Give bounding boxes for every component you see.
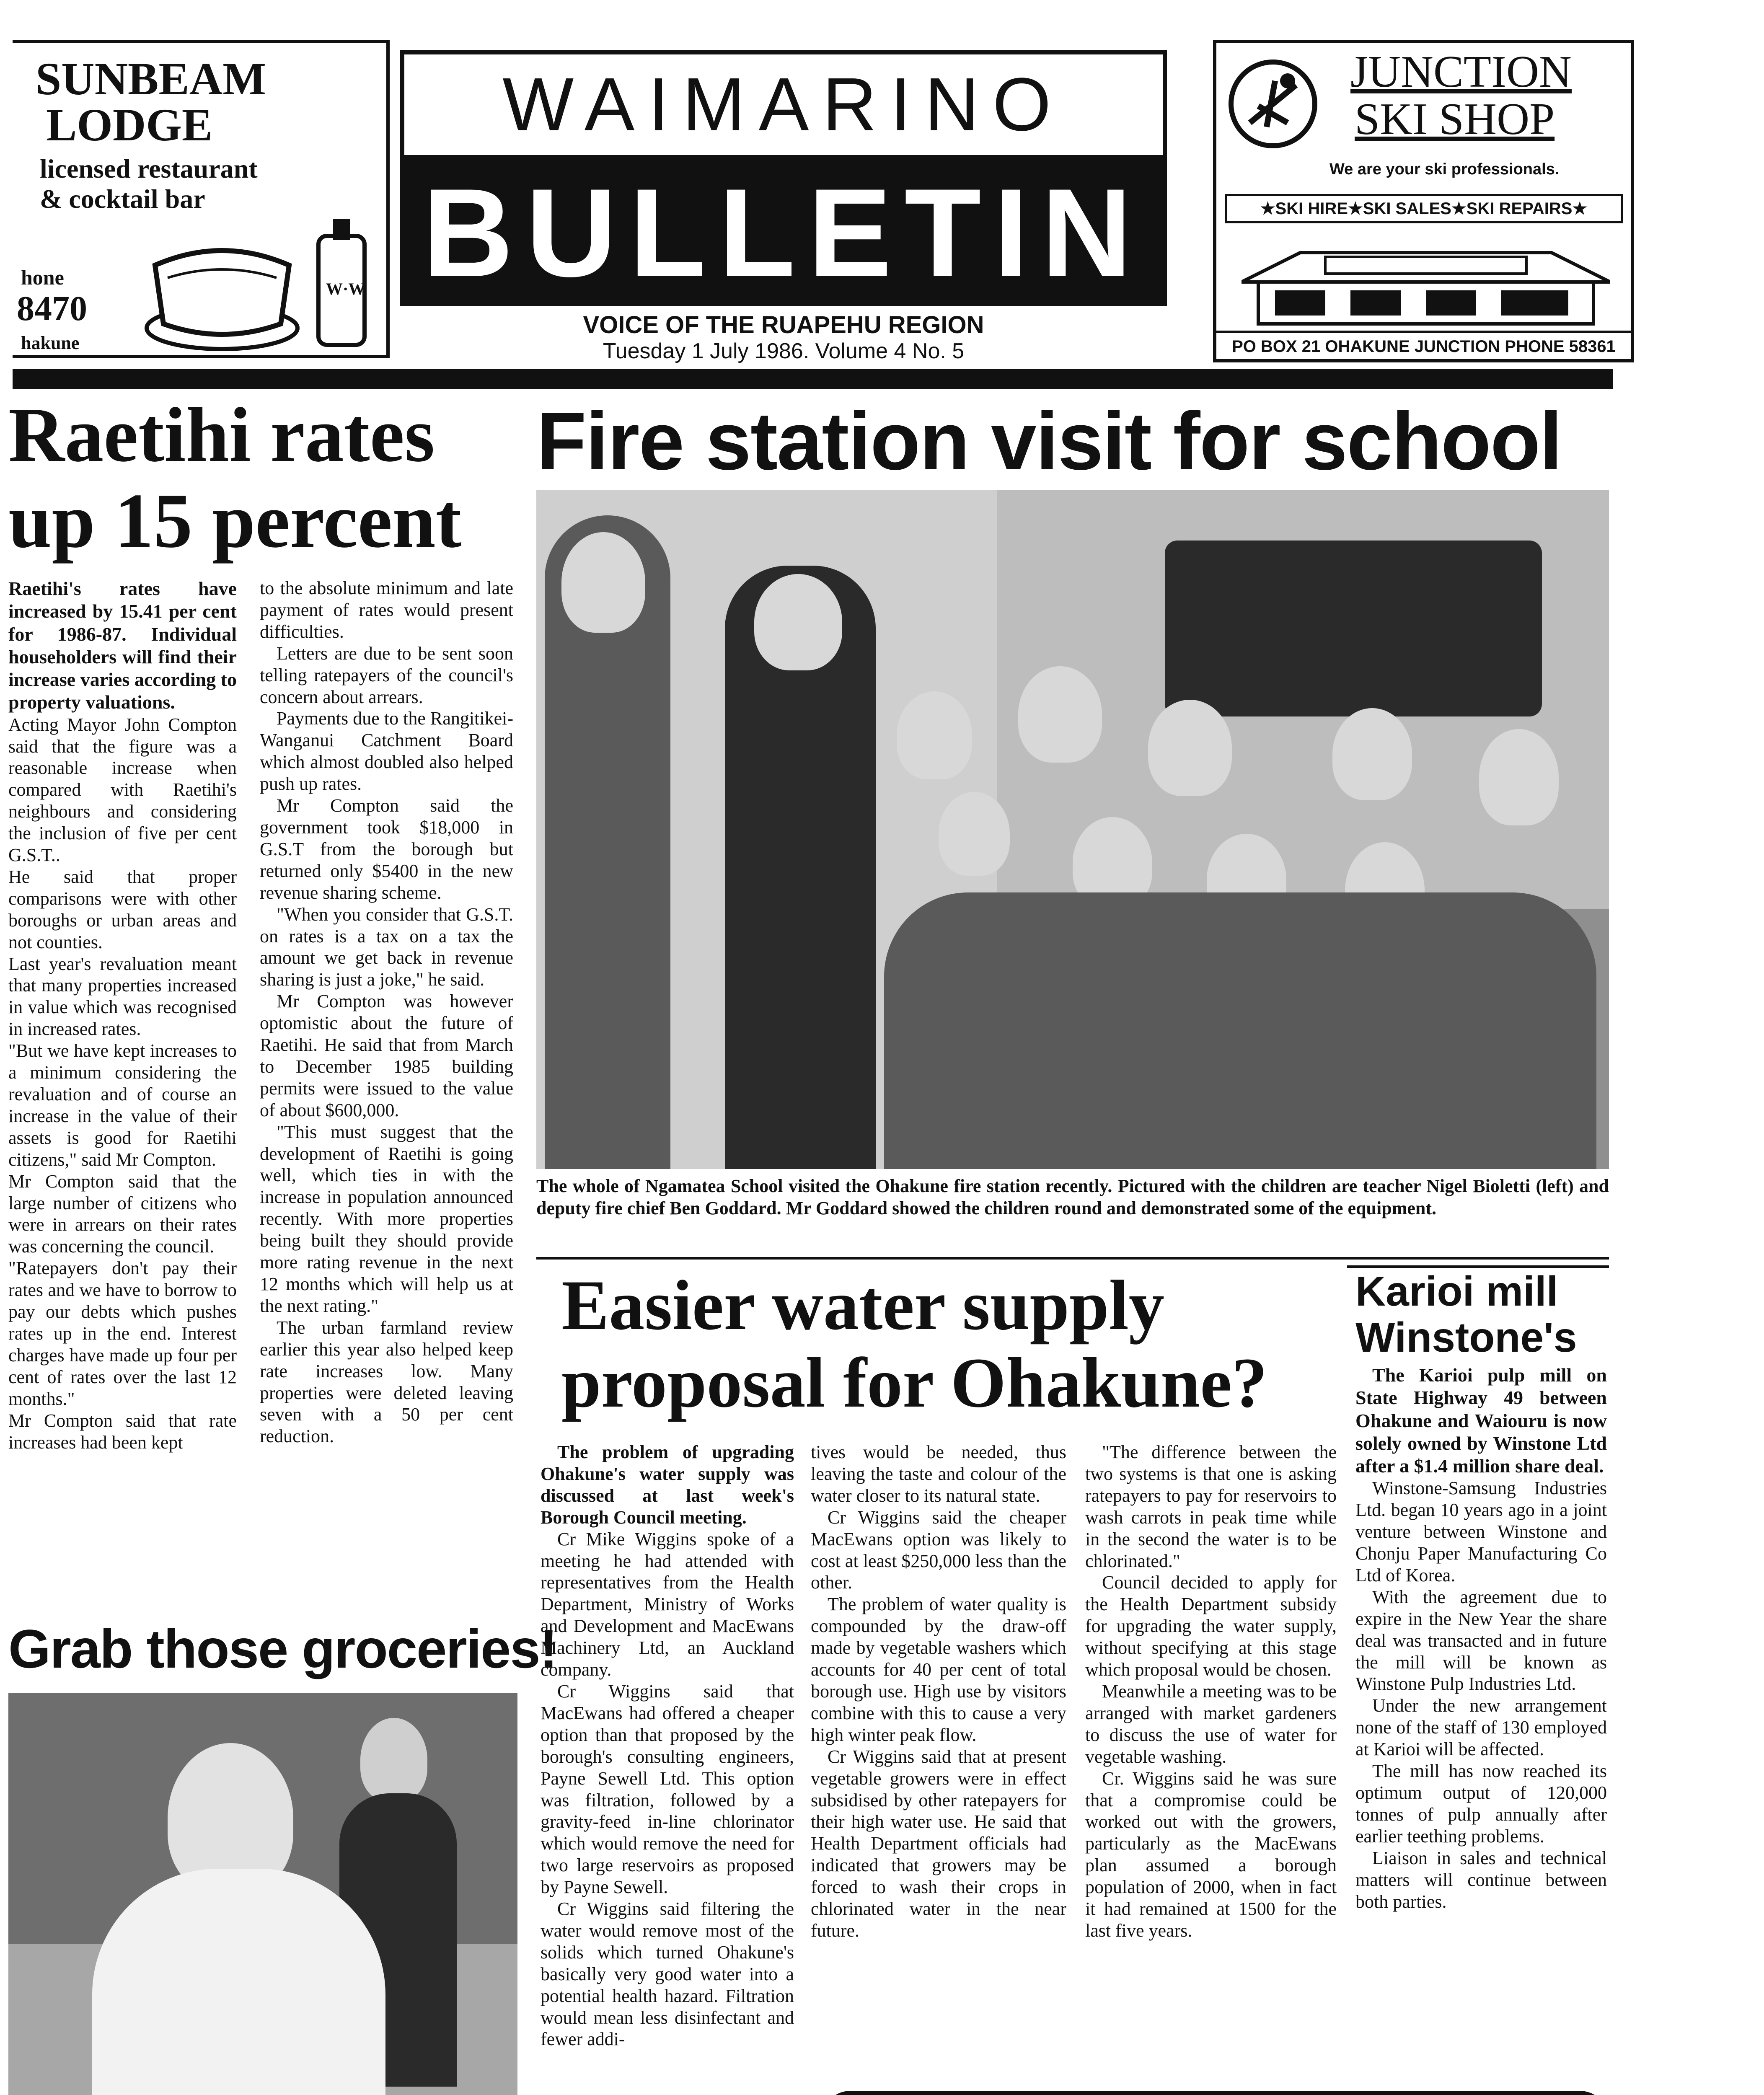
- water-paragraph: "The difference between the two systems is that one is asking ratepayers to pay for reservoirs to wash carrots in peak time while in the second the water is to be chlorinated.": [1085, 1442, 1337, 1571]
- karioi-paragraph: Liaison in sales and technical matters will continue between both parties.: [1355, 1847, 1607, 1912]
- rates-lead-paragraph: Raetihi's rates have increased by 15.41 per cent for 1986-87. Individual householders will find their increase varies according to property valuations.: [8, 578, 237, 713]
- issue-date: Tuesday 1 July 1986. Volume 4 No. 5: [603, 339, 965, 363]
- junction-name-line1: JUNCTION: [1350, 47, 1572, 97]
- manager-face: [360, 1718, 427, 1802]
- sunbeam-phone-number: 8470: [17, 289, 87, 328]
- annette-body: [92, 1869, 385, 2095]
- sunbeam-tagline-1: licensed restaurant: [40, 154, 258, 184]
- karioi-column: [1355, 1364, 1607, 2087]
- water-column-1: [541, 1441, 794, 2095]
- karioi-paragraph: Under the new arrangement none of the staff of 130 employed at Karioi will be affected.: [1355, 1695, 1607, 1760]
- rates-paragraph: The urban farmland review earlier this year also helped keep rate increases low. Many properties were deleted leaving seven with a 50 per cent reduction.: [260, 1317, 513, 1447]
- rates-headline-line2: up 15 percent: [8, 478, 462, 564]
- groceries-headline: Grab those groceries!: [8, 1618, 557, 1679]
- rates-paragraph: "But we have kept increases to a minimum considering the revaluation and of course an increase in the value of their assets is good for Raetihi citizens," said Mr Compton.: [8, 1040, 237, 1170]
- child-face: [897, 691, 972, 779]
- sunbeam-tagline-2: & cocktail bar: [40, 184, 205, 214]
- sunbeam-phone-label: hone: [21, 266, 64, 289]
- children-group-bodies: [884, 892, 1596, 1169]
- karioi-lead-paragraph: The Karioi pulp mill on State Highway 49 between Ohakune and Waiouru is now solely owned by Winstone Ltd after a $1.4 million share deal.: [1355, 1364, 1607, 1477]
- child-face: [1479, 729, 1559, 825]
- svg-text:W·W: W·W: [326, 279, 365, 298]
- child-face: [1332, 708, 1412, 800]
- water-paragraph: Meanwhile a meeting was to be arranged with market gardeners to discuss the use of water for vegetable washing.: [1085, 1681, 1337, 1767]
- fire-caption-rule: [536, 1257, 1609, 1260]
- water-paragraph: Cr Wiggins said that at present vegetable growers were in effect subsidised by other ratepayers for their high water use. He said that Health Department officials had indicated that growers may be forced to wash their crops in chlorinated water in the near future.: [811, 1746, 1066, 1941]
- skier-logo-icon: [1225, 56, 1321, 152]
- ski-shop-building-icon: [1242, 232, 1610, 328]
- karioi-paragraph: With the agreement due to expire in the New Year the share deal was transacted and in future the mill will be known as Winstone Pulp Industries Ltd.: [1355, 1586, 1607, 1694]
- rates-paragraph: Acting Mayor John Compton said that the figure was a reasonable increase when compared with Raetihi's neighbours and considering the inclusion of five per cent G.S.T..: [8, 714, 237, 866]
- child-face: [939, 792, 1010, 876]
- sunbeam-town: hakune: [21, 333, 80, 353]
- water-headline-line1: Easier water supply: [561, 1266, 1164, 1345]
- rates-paragraph: "Ratepayers don't pay their rates and we have to borrow to pay our debts which pushes rates up in the end. Interest charges have made up four per cent of rates over the last 12 months.": [8, 1258, 237, 1409]
- junction-ski-shop-ad: [1213, 40, 1634, 362]
- rates-paragraph: Last year's revaluation meant that many properties increased in value which was recognised in increased rates.: [8, 953, 237, 1040]
- water-paragraph: tives would be needed, thus leaving the taste and colour of the water closer to its natural state.: [811, 1442, 1066, 1506]
- water-headline-line2: proposal for Ohakune?: [561, 1343, 1267, 1422]
- junction-slogan: We are your ski professionals.: [1329, 160, 1560, 178]
- karioi-headline-line1: Karioi mill: [1355, 1268, 1558, 1315]
- rates-column-1: [8, 577, 237, 1600]
- rates-paragraph: Mr Compton said the government took $18,000 in G.S.T from the borough but returned only $5400 in the new revenue sharing scheme.: [260, 795, 513, 903]
- rates-paragraph: Letters are due to be sent soon telling ratepayers of the council's concern about arrears.: [260, 643, 513, 707]
- teacher-face: [561, 532, 645, 633]
- rates-paragraph: He said that proper comparisons were with other boroughs or urban areas and not counties.: [8, 866, 237, 952]
- water-paragraph: The problem of water quality is compounded by the draw-off made by vegetable washers which accounts for 40 per cent of total borough use. High use by visitors combine with this to cause a very high winter peak flow.: [811, 1594, 1066, 1745]
- water-paragraph: Cr Wiggins said filtering the water would remove most of the solids which turned Ohakune's basically very good water into a potential health hazard. Filtration would mean less disinfectant and fewer addi-: [541, 1898, 794, 2050]
- fire-headline: Fire station visit for school: [536, 395, 1562, 487]
- rates-headline-line1: Raetihi rates: [8, 392, 435, 478]
- child-face: [1148, 700, 1232, 796]
- water-paragraph: Cr Wiggins said the cheaper MacEwans option was likely to cost at least $250,000 less than the other.: [811, 1507, 1066, 1593]
- truck-window: [1165, 541, 1542, 716]
- rates-paragraph: Mr Compton said that the large number of citizens who were in arrears on their rates was concerning the council.: [8, 1171, 237, 1257]
- rates-paragraph: "When you consider that G.S.T. on rates is a tax on a tax the amount we get back in revenue sharing is just a joke," he said.: [260, 904, 513, 990]
- pot-and-bottle-icon: [138, 219, 381, 353]
- rates-paragraph: Mr Compton was however optomistic about the future of Raetihi. He said that from March to December 1985 building permits were issued to the value of about $600,000.: [260, 991, 513, 1120]
- masthead-title-main: BULLETIN: [422, 162, 1145, 303]
- rates-paragraph: Mr Compton said that rate increases had been kept: [8, 1410, 237, 1453]
- water-lead-paragraph: The problem of upgrading Ohakune's water supply was discussed at last week's Borough Council meeting.: [541, 1442, 794, 1528]
- junction-name-line2: SKI SHOP: [1355, 94, 1555, 144]
- water-paragraph: Cr Mike Wiggins spoke of a meeting he had attended with representatives from the Health Department, Ministry of Works and Development and MacEwans Machinery Ltd, an Auckland company.: [541, 1529, 794, 1680]
- child-face: [1018, 666, 1102, 763]
- masthead-title-top: WAIMARINO: [502, 62, 1065, 147]
- karioi-headline-line2: Winstone's: [1355, 1314, 1577, 1361]
- water-column-2: [811, 1441, 1066, 2082]
- masthead-title-top-box: [400, 50, 1167, 159]
- karioi-paragraph: The mill has now reached its optimum output of 120,000 tonnes of pulp annually after earlier teething problems.: [1355, 1761, 1607, 1847]
- rates-column-2: [260, 577, 513, 1600]
- masthead-title-main-box: [400, 159, 1167, 306]
- masthead-tagline: VOICE OF THE RUAPEHU REGION: [583, 311, 984, 339]
- water-paragraph: Cr. Wiggins said he was sure that a compromise could be worked out with the growers, particularly as the MacEwans plan assumed a borough population of 2000, when in fact it had remained at 1500 for the last five years.: [1085, 1768, 1337, 1941]
- rates-paragraph: to the absolute minimum and late payment of rates would present difficulties.: [260, 578, 513, 642]
- fire-caption: The whole of Ngamatea School visited the Ohakune fire station recently. Pictured with the children are teacher Nigel Bioletti (left) and deputy fire chief Ben Goddard. Mr Goddard showed the children round and demonstrated some of the equipment.: [536, 1176, 1609, 1218]
- rates-paragraph: "This must suggest that the development of Raetihi is going well, which ties in with the increase in population announced recently. With more properties being built they should provide more rating revenue in the next 12 months which will help us at the next rating.": [260, 1121, 513, 1316]
- mobile-curtain-ad: [821, 2091, 1609, 2095]
- firefighter-face: [754, 574, 842, 670]
- water-paragraph: Cr Wiggins said that MacEwans had offered a cheaper option than that proposed by the borough's consulting engineers, Payne Sewell Ltd. This option was filtration, followed by a gravity-feed in-line chlorinator which would remove the need for two large reservoirs as proposed by Payne Sewell.: [541, 1681, 794, 1898]
- sunbeam-name-line2: LODGE: [46, 99, 213, 150]
- rates-paragraph: Payments due to the Rangitikei-Wanganui Catchment Board which almost doubled also helped push up rates.: [260, 708, 513, 794]
- sunbeam-name-line1: SUNBEAM: [36, 53, 266, 104]
- water-paragraph: Council decided to apply for the Health Department subsidy for upgrading the water supply, without specifying at this stage which proposal would be chosen.: [1085, 1572, 1337, 1680]
- junction-services: ★SKI HIRE★SKI SALES★SKI REPAIRS★: [1225, 194, 1623, 223]
- fire-station-photo: [536, 490, 1609, 1169]
- karioi-paragraph: Winstone-Samsung Industries Ltd. began 10 years ago in a joint venture between Winstone and Chonju Paper Manufacturing Co Ltd of Korea.: [1355, 1478, 1607, 1585]
- water-column-3: [1085, 1441, 1337, 2082]
- groceries-photo: [8, 1693, 517, 2095]
- sunbeam-lodge-ad: [13, 40, 390, 358]
- masthead-rule: [13, 369, 1613, 389]
- junction-address: PO BOX 21 OHAKUNE JUNCTION PHONE 58361: [1216, 331, 1631, 356]
